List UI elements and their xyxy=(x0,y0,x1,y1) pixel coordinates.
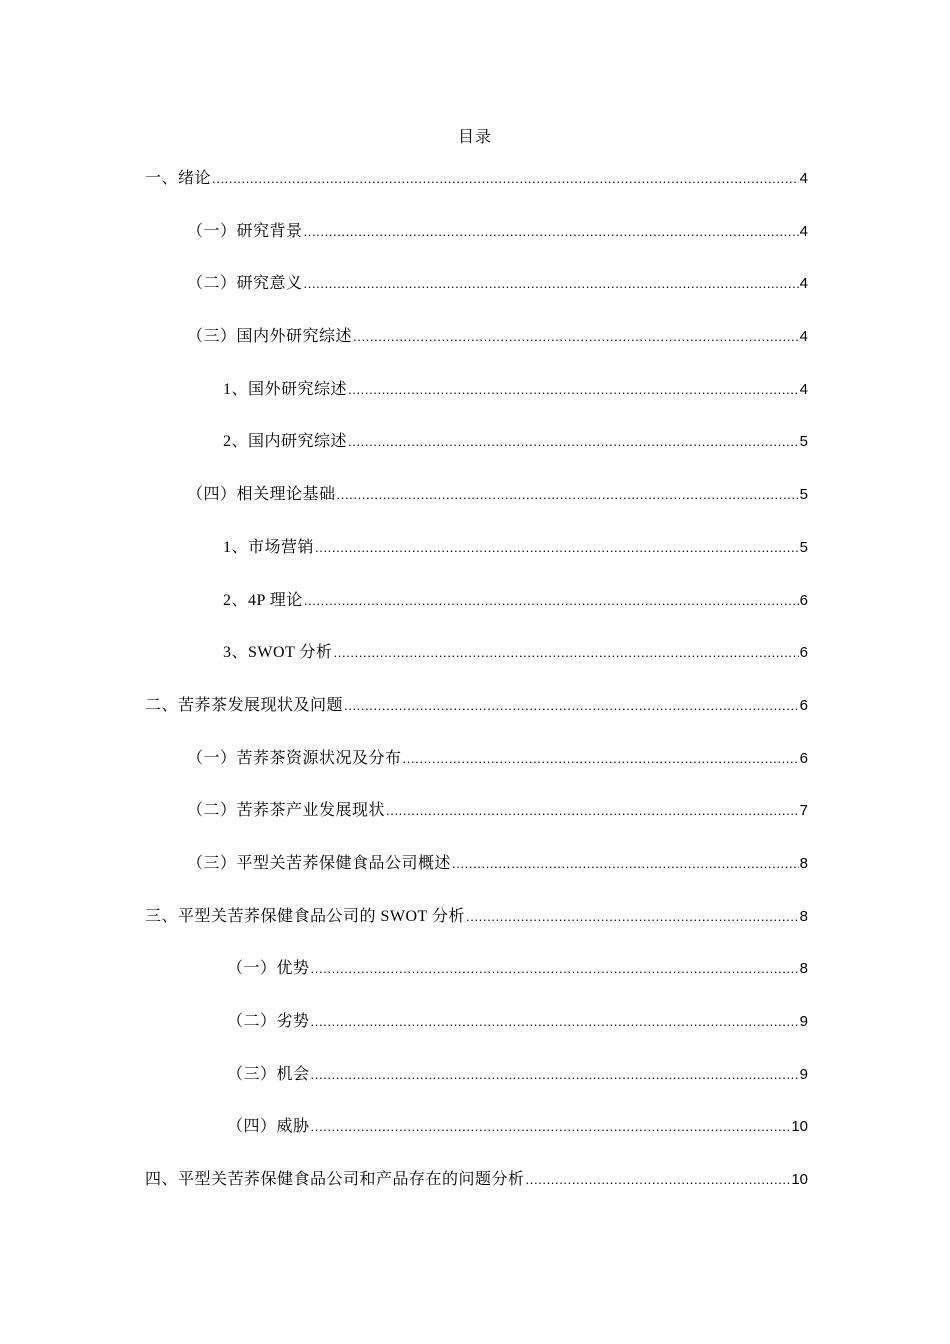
toc-entry-text: （三）平型关苦荞保健食品公司概述 xyxy=(187,854,452,872)
toc-title: 目录 xyxy=(457,129,492,146)
toc-leader-dots xyxy=(348,379,799,401)
toc-entry-text: 3、SWOT 分析 xyxy=(223,644,333,662)
toc-entry-text: （三）机会 xyxy=(227,1065,310,1083)
toc-entry[interactable] xyxy=(145,484,808,537)
toc-leader-dots xyxy=(353,326,799,348)
toc-leader-dots xyxy=(526,1169,791,1191)
toc-page-number: 4 xyxy=(799,275,808,293)
toc-entry-text: 1、市场营销 xyxy=(223,538,315,556)
toc-entry-text: （二）研究意义 xyxy=(187,275,303,293)
toc-leader-dots xyxy=(403,748,799,770)
toc-entry-text: （二）苦荞茶产业发展现状 xyxy=(187,802,386,820)
toc-page-number: 8 xyxy=(799,854,808,872)
toc-page-number: 7 xyxy=(799,802,808,820)
toc-entry[interactable] xyxy=(145,1064,808,1117)
toc-entry-text: 2、国内研究综述 xyxy=(223,433,348,451)
toc-entry[interactable] xyxy=(145,168,808,221)
toc-entry[interactable] xyxy=(145,431,808,484)
toc-entry[interactable] xyxy=(145,326,808,379)
toc-leader-dots xyxy=(311,958,799,980)
toc-page-number: 10 xyxy=(791,1118,808,1136)
toc-entry-text: （一）优势 xyxy=(227,960,310,978)
toc-entry[interactable] xyxy=(145,537,808,590)
toc-page-number: 6 xyxy=(799,644,808,662)
toc-entry-text: 1、国外研究综述 xyxy=(223,380,348,398)
toc-entry-text: （二）劣势 xyxy=(227,1013,310,1030)
table-of-contents xyxy=(145,168,808,1222)
toc-leader-dots xyxy=(311,1064,799,1086)
toc-leader-dots xyxy=(315,537,799,559)
toc-entry[interactable] xyxy=(145,1011,808,1064)
toc-page-number: 6 xyxy=(799,749,808,767)
toc-page-number: 5 xyxy=(799,486,808,504)
toc-leader-dots xyxy=(386,800,799,822)
toc-entry[interactable] xyxy=(145,1169,808,1222)
toc-page-number: 8 xyxy=(799,907,808,925)
toc-entry-text: （一）苦荞茶资源状况及分布 xyxy=(187,749,402,767)
toc-page-number: 5 xyxy=(799,538,808,556)
toc-leader-dots xyxy=(304,221,799,243)
toc-page-number: 6 xyxy=(799,696,808,714)
toc-entry-text: （三）国内外研究综述 xyxy=(187,328,353,346)
toc-entry[interactable] xyxy=(145,379,808,432)
toc-entry-text: 2、4P 理论 xyxy=(223,591,303,609)
toc-leader-dots xyxy=(452,853,799,875)
toc-entry[interactable] xyxy=(145,221,808,274)
toc-entry[interactable] xyxy=(145,906,808,959)
toc-leader-dots xyxy=(311,1011,799,1033)
toc-entry-text: （四）相关理论基础 xyxy=(187,486,336,504)
toc-leader-dots xyxy=(304,273,799,295)
toc-page-number: 4 xyxy=(799,328,808,346)
toc-page-number: 4 xyxy=(799,222,808,240)
toc-entry[interactable] xyxy=(145,1116,808,1169)
toc-entry-text: （四）威胁 xyxy=(227,1118,310,1136)
toc-page-number: 6 xyxy=(799,591,808,609)
toc-leader-dots xyxy=(344,695,799,717)
toc-page-number: 8 xyxy=(799,960,808,978)
toc-page-number: 10 xyxy=(791,1171,808,1189)
toc-entry[interactable] xyxy=(145,748,808,801)
toc-entry-text: 三、平型关苦荞保健食品公司的 SWOT 分析 xyxy=(145,907,466,925)
toc-leader-dots xyxy=(337,484,799,506)
toc-leader-dots xyxy=(334,642,799,664)
toc-entry-text: 一、绪论 xyxy=(145,170,212,187)
toc-entry[interactable] xyxy=(145,590,808,643)
toc-entry[interactable] xyxy=(145,273,808,326)
toc-entry[interactable] xyxy=(145,853,808,906)
toc-leader-dots xyxy=(304,590,799,612)
toc-page-number: 9 xyxy=(799,1065,808,1083)
toc-entry[interactable] xyxy=(145,642,808,695)
toc-leader-dots xyxy=(348,431,799,453)
toc-entry-text: （一）研究背景 xyxy=(187,222,303,240)
toc-entry-text: 二、苦荞茶发展现状及问题 xyxy=(145,696,344,714)
toc-entry[interactable] xyxy=(145,695,808,748)
toc-entry[interactable] xyxy=(145,800,808,853)
toc-entry-text: 四、平型关苦荞保健食品公司和产品存在的问题分析 xyxy=(145,1171,525,1189)
toc-page-number: 4 xyxy=(799,380,808,398)
toc-leader-dots xyxy=(466,906,799,928)
toc-page-number: 5 xyxy=(799,433,808,451)
toc-page-number: 9 xyxy=(799,1013,808,1030)
toc-leader-dots xyxy=(212,168,799,190)
toc-page-number: 4 xyxy=(799,170,808,187)
toc-entry[interactable] xyxy=(145,958,808,1011)
toc-leader-dots xyxy=(311,1116,791,1138)
